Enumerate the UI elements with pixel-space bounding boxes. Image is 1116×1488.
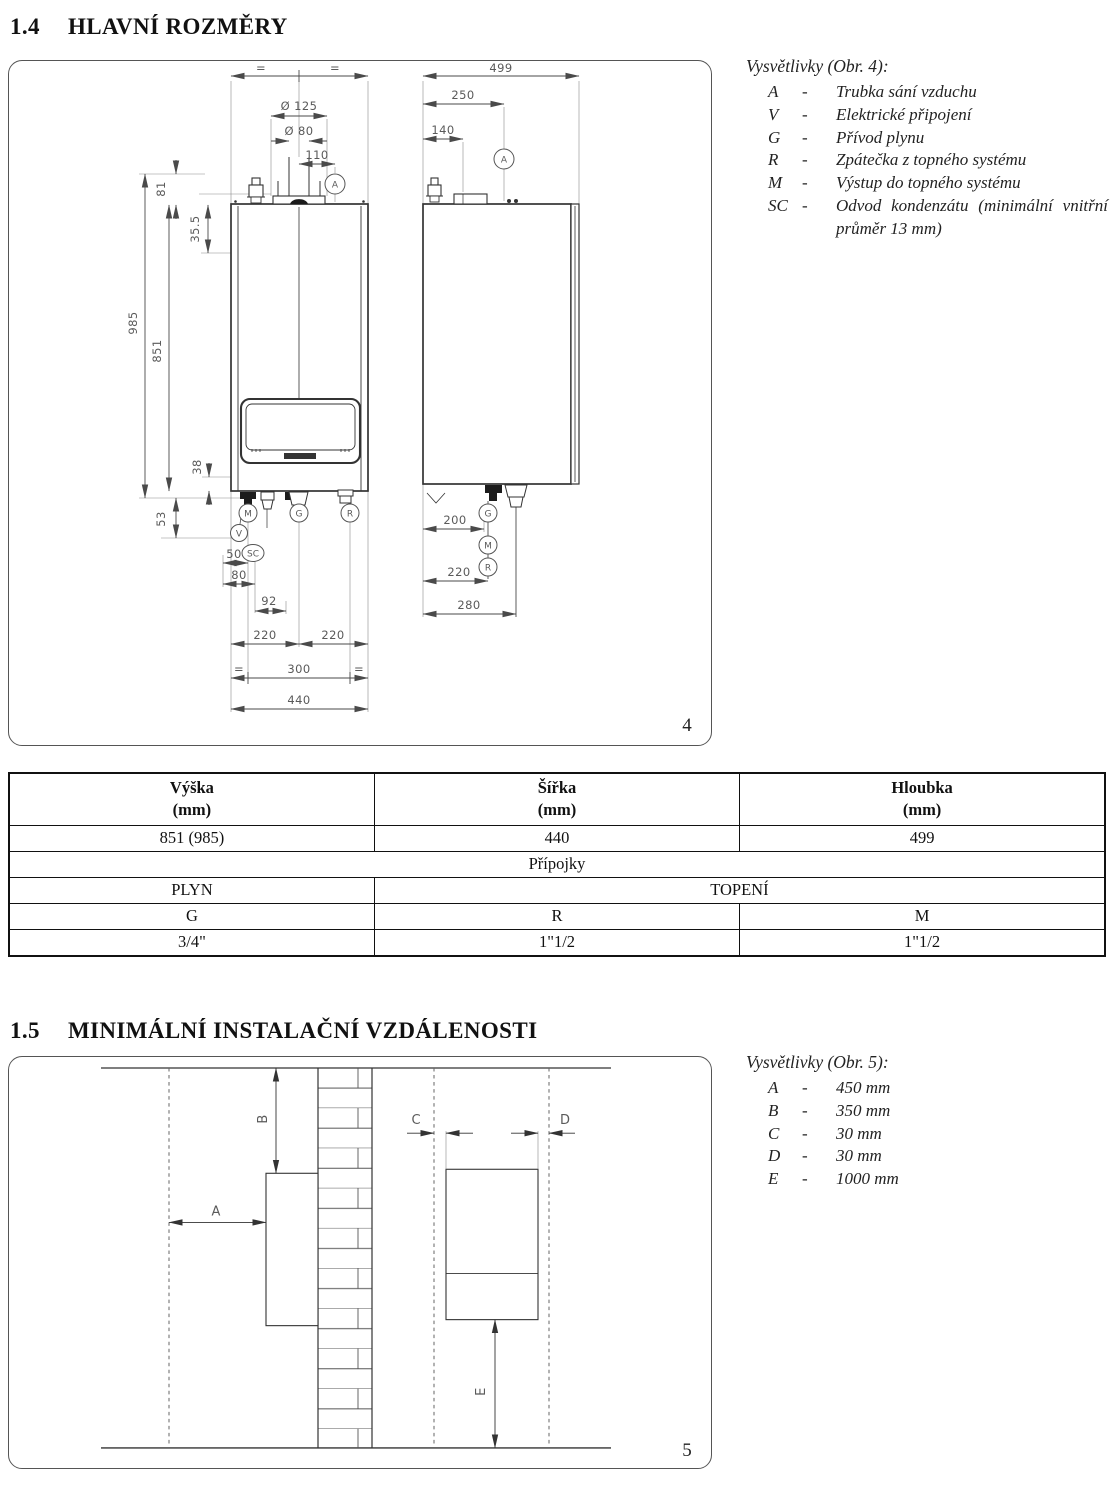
dim-53: 53 bbox=[154, 511, 168, 527]
dim-dia125: Ø 125 bbox=[280, 99, 318, 113]
dim-499: 499 bbox=[489, 61, 513, 75]
conn-sc-marker: SC bbox=[247, 549, 259, 560]
dim-851: 851 bbox=[150, 339, 164, 363]
section-1-4-heading bbox=[10, 14, 288, 40]
figure-4-number: 4 bbox=[682, 715, 692, 736]
dim-81: 81 bbox=[154, 181, 168, 197]
boiler-dimensions-drawing bbox=[9, 61, 711, 745]
boiler-side-silhouette bbox=[266, 1173, 318, 1325]
legend-dash: - bbox=[802, 81, 808, 101]
legend-row bbox=[746, 1100, 1108, 1123]
legend-row bbox=[746, 149, 1108, 172]
figure-4-frame bbox=[8, 60, 712, 746]
conn-a-marker-side: A bbox=[500, 155, 508, 166]
legend-4-title: Vysvětlivky (Obr. 4): bbox=[746, 56, 889, 76]
label-d: D bbox=[559, 1113, 571, 1129]
table-cell-width-value: 440 bbox=[374, 825, 739, 851]
legend-key: A bbox=[768, 1077, 779, 1097]
brick-wall bbox=[318, 1068, 372, 1448]
dim-220-side: 220 bbox=[447, 565, 471, 579]
conn-g-marker-side: G bbox=[484, 509, 492, 520]
header-unit: (mm) bbox=[537, 800, 577, 820]
table-group-gas: PLYN bbox=[9, 877, 374, 903]
label-c: C bbox=[411, 1113, 421, 1129]
legend-dash: - bbox=[802, 173, 808, 193]
legend-text: Výstup do topného systému bbox=[836, 173, 1021, 193]
table-size-gas: 3/4" bbox=[9, 929, 374, 956]
label-e: E bbox=[474, 1387, 489, 1396]
legend-key: SC bbox=[768, 196, 788, 216]
dim-equal-bottom-left: = bbox=[233, 662, 245, 676]
legend-dash: - bbox=[802, 1077, 808, 1097]
table-cell-depth-value: 499 bbox=[740, 825, 1105, 851]
label-a: A bbox=[211, 1204, 221, 1220]
section-number: 1.4 bbox=[10, 14, 40, 39]
header-title: Výška bbox=[169, 777, 214, 797]
legend-text: 1000 mm bbox=[836, 1169, 899, 1189]
dim-440: 440 bbox=[287, 693, 311, 707]
figure-5-frame bbox=[8, 1056, 712, 1469]
legend-row bbox=[746, 1168, 1108, 1191]
table-section-connections: Přípojky bbox=[9, 851, 1105, 877]
legend-row bbox=[746, 81, 1108, 104]
legend-row bbox=[746, 172, 1108, 195]
dimensions-table bbox=[8, 772, 1106, 957]
table-group-heating: TOPENÍ bbox=[374, 877, 1105, 903]
table-size-flow: 1"1/2 bbox=[740, 929, 1105, 956]
dim-300: 300 bbox=[287, 662, 311, 676]
header-title: Hloubka bbox=[891, 777, 953, 797]
dim-equal-bottom-right: = bbox=[353, 662, 365, 676]
boiler-silhouettes bbox=[266, 1131, 538, 1325]
legend-dash: - bbox=[802, 1100, 808, 1120]
table-row bbox=[9, 773, 1105, 825]
boiler-front-outline bbox=[231, 204, 368, 491]
legend-dash: - bbox=[802, 1169, 808, 1189]
conn-r-marker: R bbox=[346, 509, 354, 520]
dim-dia80: Ø 80 bbox=[284, 124, 314, 138]
dim-50: 50 bbox=[226, 547, 242, 561]
header-unit: (mm) bbox=[172, 800, 212, 820]
table-letter-g: G bbox=[9, 903, 374, 929]
air-vent-valve-icon bbox=[247, 178, 265, 203]
legend-key: R bbox=[768, 150, 779, 170]
legend-row bbox=[746, 127, 1108, 150]
legend-row bbox=[746, 1123, 1108, 1146]
legend-row bbox=[746, 195, 1108, 241]
table-header-width bbox=[374, 773, 739, 825]
dim-92: 92 bbox=[261, 594, 277, 608]
conn-m-marker: M bbox=[244, 509, 252, 520]
air-vent-valve-side-icon bbox=[426, 178, 443, 202]
table-header-height bbox=[9, 773, 374, 825]
dim-250: 250 bbox=[451, 88, 475, 102]
legend-text: Odvod kondenzátu (minimální vnitřní průměr 13 mm) bbox=[836, 196, 1108, 239]
section-1-5-heading bbox=[10, 1018, 537, 1044]
legend-text: Elektrické připojení bbox=[836, 104, 972, 124]
dim-35-5: 35.5 bbox=[188, 215, 202, 243]
legend-key: A bbox=[768, 81, 779, 101]
section-title: HLAVNÍ ROZMĚRY bbox=[67, 14, 288, 39]
dim-140: 140 bbox=[431, 123, 455, 137]
top-manifold-side bbox=[454, 194, 518, 204]
dim-110: 110 bbox=[305, 148, 329, 162]
table-letter-r: R bbox=[374, 903, 739, 929]
conn-m-marker-side: M bbox=[484, 541, 492, 552]
legend-row bbox=[746, 1077, 1108, 1100]
legend-key: V bbox=[768, 104, 779, 124]
dim-200: 200 bbox=[443, 513, 467, 527]
legend-key: E bbox=[768, 1169, 779, 1189]
dim-220-right: 220 bbox=[321, 628, 345, 642]
conn-r-marker-side: R bbox=[484, 563, 492, 574]
table-row bbox=[9, 877, 1105, 903]
legend-figure-5 bbox=[746, 1051, 1108, 1191]
legend-dash: - bbox=[802, 104, 808, 124]
conn-v-marker: V bbox=[235, 529, 243, 540]
section-number: 1.5 bbox=[10, 1018, 40, 1043]
legend-row bbox=[746, 1145, 1108, 1168]
legend-row bbox=[746, 104, 1108, 127]
header-unit: (mm) bbox=[902, 800, 942, 820]
legend-dash: - bbox=[802, 127, 808, 147]
legend-text: Zpátečka z topného systému bbox=[836, 150, 1027, 170]
side-view bbox=[423, 61, 579, 617]
dim-38: 38 bbox=[190, 459, 204, 475]
label-b: B bbox=[256, 1114, 271, 1124]
legend-dash: - bbox=[802, 1123, 808, 1143]
legend-5-title: Vysvětlivky (Obr. 5): bbox=[746, 1052, 889, 1072]
legend-dash: - bbox=[802, 196, 808, 216]
conn-a-marker: A bbox=[331, 180, 339, 191]
legend-key: M bbox=[768, 173, 783, 193]
legend-text: Přívod plynu bbox=[836, 127, 925, 147]
table-cell-height-value: 851 (985) bbox=[9, 825, 374, 851]
legend-key: B bbox=[768, 1100, 779, 1120]
legend-dash: - bbox=[802, 1146, 808, 1166]
installation-distances-drawing bbox=[9, 1057, 711, 1468]
legend-key: G bbox=[768, 127, 781, 147]
legend-key: C bbox=[768, 1123, 780, 1143]
header-title: Šířka bbox=[537, 777, 577, 797]
table-size-return: 1"1/2 bbox=[374, 929, 739, 956]
dim-985: 985 bbox=[126, 311, 140, 335]
dim-280: 280 bbox=[457, 598, 481, 612]
conn-g-marker: G bbox=[295, 509, 303, 520]
legend-text: 450 mm bbox=[836, 1077, 891, 1097]
table-row bbox=[9, 851, 1105, 877]
boiler-side-outline bbox=[423, 204, 579, 503]
table-row bbox=[9, 929, 1105, 956]
table-letter-m: M bbox=[740, 903, 1105, 929]
legend-text: Trubka sání vzduchu bbox=[836, 81, 977, 101]
legend-text: 30 mm bbox=[836, 1123, 882, 1143]
boiler-front-silhouette bbox=[446, 1169, 538, 1319]
section-title: MINIMÁLNÍ INSTALAČNÍ VZDÁLENOSTI bbox=[67, 1018, 538, 1043]
dim-220-left: 220 bbox=[253, 628, 277, 642]
legend-key: D bbox=[768, 1146, 781, 1166]
dim-equal-left: = bbox=[255, 61, 267, 75]
legend-figure-4 bbox=[746, 55, 1108, 241]
figure-5-number: 5 bbox=[682, 1439, 692, 1461]
legend-text: 350 mm bbox=[836, 1100, 891, 1120]
front-view bbox=[126, 61, 368, 712]
table-header-depth bbox=[740, 773, 1105, 825]
legend-text: 30 mm bbox=[836, 1146, 882, 1166]
table-row bbox=[9, 825, 1105, 851]
dim-equal-right: = bbox=[329, 61, 341, 75]
dim-80: 80 bbox=[231, 568, 247, 582]
legend-dash: - bbox=[802, 150, 808, 170]
table-row bbox=[9, 903, 1105, 929]
